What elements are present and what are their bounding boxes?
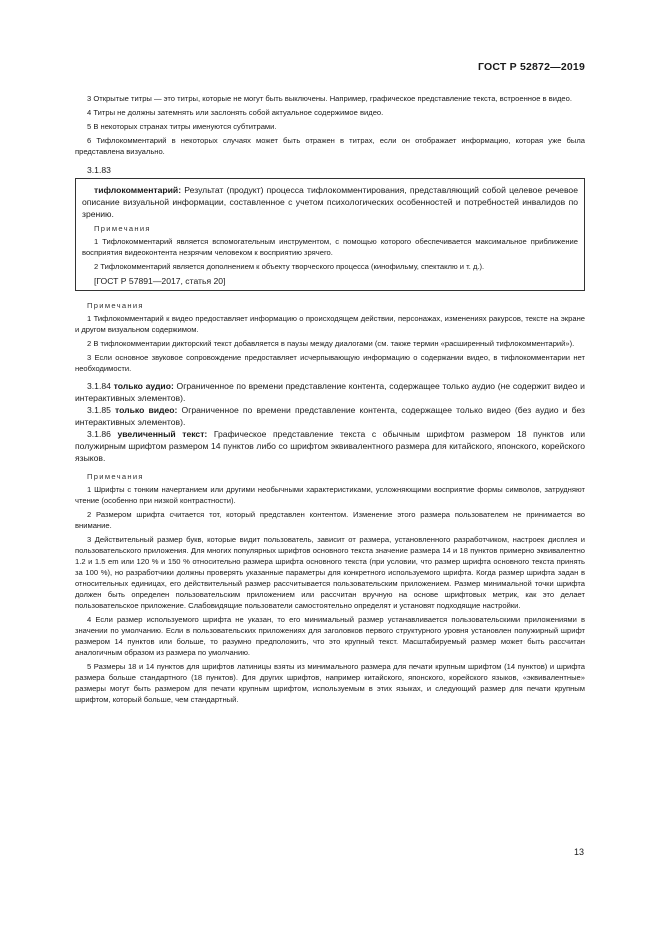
page-number: 13 bbox=[573, 847, 584, 857]
page-content bbox=[75, 93, 585, 708]
term-definition bbox=[82, 184, 578, 220]
note-item: 5 Размеры 18 и 14 пунктов для шрифтов латиницы взяты из минимального размера для печати крупным шрифтом (14 пунктов) и шрифта размера больше стандартного (18 пунктов). Для других шрифтов, например китайского, японского, корейского языков, «эквивалентные» размеры могут быть размером для печати крупным шрифтом, используемым в этих языках, и следующий размер для печати крупным шрифтом, который больше, чем стандартный. bbox=[75, 662, 585, 704]
note-item: 4 Титры не должны затемнять или заслонять собой актуальное содержимое видео. bbox=[87, 108, 384, 117]
note-item: 3 Действительный размер букв, которые видит пользователь, зависит от размера, установленного разработчиком, настроек дисплея и пользовательского приложения. Для многих популярных шрифтов основного текста значение размера 14 и 18 пунктов примерно эквивалентно 1.2 и 1.5 em или 120 % и 150 % относительно размера шрифта основного текста (при условии, что размер шрифта основного текста принять за 100 %), но разработчики должны проверять указанные параметры для конкретного используемого шрифта. Когда размер шрифта задан в относительных единицах, его действительный размер рассчитывается пользовательским приложением. Размер минимальной точки шрифта должен быть определен пользовательским приложением или рассчитан вручную на основе шрифтовых метрик, как это делает пользовательское приложение. Слабовидящие пользователи самостоятельно определят и установят подходящие настройки. bbox=[75, 535, 585, 610]
note-item: 1 Тифлокомментарий является вспомогательным инструментом, с помощью которого обеспечивается максимальное приближение восприятия видеоконтента незрячим человеком к восприятию зрячего. bbox=[82, 237, 578, 257]
term-name: увеличенный текст: bbox=[117, 429, 208, 439]
notes-caption: Примечания bbox=[94, 224, 151, 233]
term-name: только видео: bbox=[115, 405, 178, 415]
term-number: 3.1.84 bbox=[87, 381, 111, 391]
term-entry bbox=[75, 380, 585, 404]
note-item: 4 Если размер используемого шрифта не указан, то его минимальный размер устанавливается пользовательскими приложениями в значении по умолчанию. Если в пользовательских приложениях для заголовков первого структурного уровня установлен полужирный шрифт размером 14 пунктов или больше, то разумно предположить, что это крупный текст. Масштабируемый размер может быть рассчитан аналогичным образом из размера по умолчанию. bbox=[75, 615, 585, 657]
notes-caption: Примечания bbox=[87, 301, 144, 310]
note-item: 2 Тифлокомментарий является дополнением к объекту творческого процесса (кинофильму, спектаклю и т. д.). bbox=[94, 262, 485, 271]
term-entry bbox=[75, 428, 585, 464]
note-item: 1 Шрифты с тонким начертанием или другими необычными характеристиками, усложняющими восприятие формы символов, затрудняют чтение (особенно при низкой контрастности). bbox=[75, 485, 585, 505]
term-definition-text: Ограниченное по времени представление контента, содержащее только видео (без аудио и без интерактивных элементов). bbox=[75, 405, 585, 427]
term-number: 3.1.83 bbox=[87, 165, 111, 175]
term-definition-text: Графическое представление текста с обычным шрифтом размером 18 пунктов или полужирным шрифтом размером 14 пунктов либо со шрифтом эквивалентного размера для китайского, японского, корейского языков. bbox=[75, 429, 586, 463]
notes-caption: Примечания bbox=[87, 472, 144, 481]
standard-reference: [ГОСТ Р 57891—2017, статья 20] bbox=[94, 276, 226, 286]
term-definition-box bbox=[75, 178, 585, 291]
note-item: 6 Тифлокомментарий в некоторых случаях может быть отражен в титрах, если он отображает информацию, которая уже была представлена визуально. bbox=[75, 136, 585, 156]
note-item: 2 Размером шрифта считается тот, который представлен контентом. Изменение этого размера пользователем не принимается во внимание. bbox=[75, 510, 585, 530]
note-item: 5 В некоторых странах титры именуются субтитрами. bbox=[87, 122, 277, 131]
note-item: 3 Открытые титры — это титры, которые не могут быть выключены. Например, графическое представление текста, встроенное в видео. bbox=[87, 94, 572, 103]
note-item: 2 В тифлокомментарии дикторский текст добавляется в паузы между диалогами (см. также термин «расширенный тифлокомментарий»). bbox=[87, 339, 575, 348]
term-name: тифлокомментарий: bbox=[94, 185, 182, 195]
term-entry bbox=[75, 404, 585, 428]
term-name: только аудио: bbox=[113, 381, 174, 391]
note-item: 3 Если основное звуковое сопровождение предоставляет исчерпывающую информацию о содержании видео, в тифлокомментарии нет необходимости. bbox=[75, 353, 585, 373]
term-number: 3.1.86 bbox=[87, 429, 111, 439]
document-code: ГОСТ Р 52872—2019 bbox=[477, 61, 585, 73]
term-number: 3.1.85 bbox=[87, 405, 111, 415]
note-item: 1 Тифлокомментарий к видео предоставляет информацию о происходящем действии, персонажах, изменениях ракурсов, тексте на экране и другом визуальном содержимом. bbox=[75, 314, 585, 334]
term-definition-text: Ограниченное по времени представление контента, содержащее только аудио (не содержит видео и интерактивных элементов). bbox=[75, 381, 585, 403]
term-definition-text: Результат (продукт) процесса тифлокомментирования, представляющий собой целевое речевое описание визуальной информации, составленное с учетом психологических особенностей и потребностей инвалидов по зрению. bbox=[82, 185, 578, 219]
